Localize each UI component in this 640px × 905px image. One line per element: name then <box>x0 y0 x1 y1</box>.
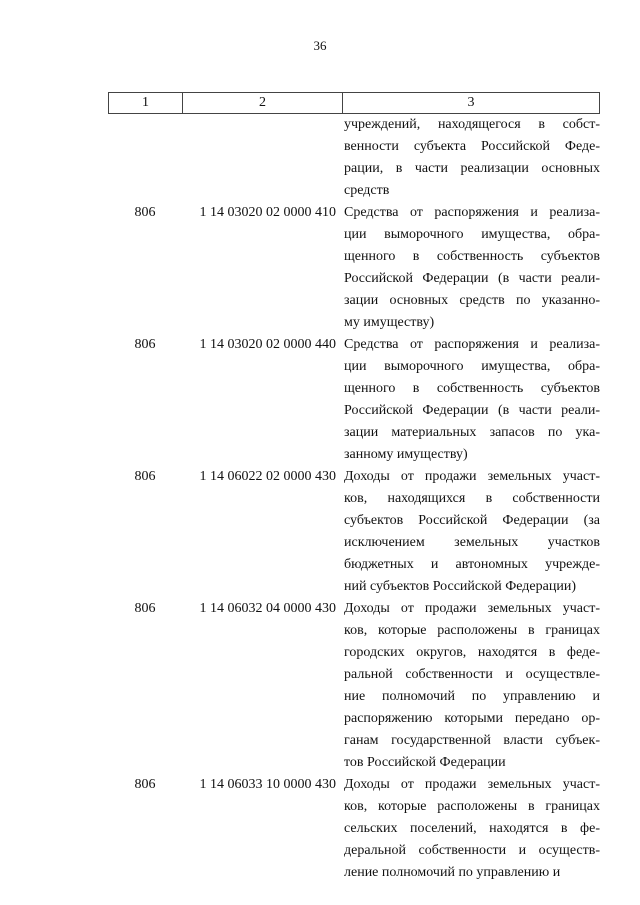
description-line: Средства от распоряжения и реализа- <box>344 337 600 352</box>
row-admin-code: 806 <box>134 205 156 220</box>
row-revenue-code <box>182 114 342 202</box>
row-revenue-code: 1 14 06033 10 0000 430 <box>199 777 336 792</box>
description-line: деральной собственности и осуществ- <box>344 843 600 858</box>
description-line: щенного в собственность субъектов <box>344 249 600 264</box>
row-description <box>342 334 600 466</box>
description-line: щенного в собственность субъектов <box>344 381 600 396</box>
description-line: бюджетных и автономных учрежде- <box>344 557 600 572</box>
row-revenue-code: 1 14 03020 02 0000 440 <box>199 337 336 352</box>
row-revenue-code: 1 14 06022 02 0000 430 <box>199 469 336 484</box>
row-description <box>342 114 600 202</box>
description-line: Российской Федерации (в части реали- <box>344 271 600 286</box>
table-row <box>108 202 600 334</box>
description-line: ние полномочий по управлению и <box>344 689 600 704</box>
description-line: ков, которые расположены в границах <box>344 799 600 814</box>
row-description <box>342 466 600 598</box>
description-line: зации материальных запасов по ука- <box>344 425 600 440</box>
page-number: 36 <box>313 38 327 53</box>
table-row <box>108 774 600 884</box>
header-col-2: 2 <box>183 93 343 113</box>
description-line: венности субъекта Российской Феде- <box>344 139 600 154</box>
description-line: Доходы от продажи земельных участ- <box>344 777 600 792</box>
description-line: учреждений, находящегося в собст- <box>344 117 600 132</box>
description-line: ганам государственной власти субъек- <box>344 733 600 748</box>
row-revenue-code: 1 14 03020 02 0000 410 <box>199 205 336 220</box>
row-revenue-code: 1 14 06032 04 0000 430 <box>199 601 336 616</box>
table-row <box>108 114 600 202</box>
description-line: ков, которые расположены в границах <box>344 623 600 638</box>
table-body <box>108 114 600 884</box>
description-line: ральной собственности и осуществле- <box>344 667 600 682</box>
description-line: ков, находящихся в собственности <box>344 491 600 506</box>
row-description <box>342 774 600 884</box>
row-admin-code: 806 <box>134 777 156 792</box>
table-row <box>108 334 600 466</box>
row-admin-code: 806 <box>134 337 156 352</box>
description-line: средств <box>344 183 390 198</box>
row-admin-code: 806 <box>134 469 156 484</box>
description-line: городских округов, находятся в феде- <box>344 645 600 660</box>
header-col-3: 3 <box>467 95 475 110</box>
description-line: Доходы от продажи земельных участ- <box>344 469 600 484</box>
description-line: Средства от распоряжения и реализа- <box>344 205 600 220</box>
row-description <box>342 598 600 774</box>
header-col-1: 1 <box>109 93 183 113</box>
description-line: ции выморочного имущества, обра- <box>344 359 600 374</box>
description-line: му имуществу) <box>344 315 435 330</box>
description-line: распоряжению которыми передано ор- <box>344 711 600 726</box>
description-line: ний субъектов Российской Федерации) <box>344 579 576 594</box>
description-line: занному имуществу) <box>344 447 468 462</box>
description-line: сельских поселений, находятся в фе- <box>344 821 600 836</box>
table-row <box>108 598 600 774</box>
description-line: рации, в части реализации основных <box>344 161 600 176</box>
row-description <box>342 202 600 334</box>
description-line: исключением земельных участков <box>344 535 600 550</box>
row-admin-code: 806 <box>134 601 156 616</box>
table-row <box>108 466 600 598</box>
table-header <box>108 92 600 114</box>
description-line: Доходы от продажи земельных участ- <box>344 601 600 616</box>
row-admin-code <box>108 114 182 202</box>
description-line: тов Российской Федерации <box>344 755 506 770</box>
description-line: ление полномочий по управлению и <box>344 865 561 880</box>
description-line: ции выморочного имущества, обра- <box>344 227 600 242</box>
description-line: зации основных средств по указанно- <box>344 293 600 308</box>
description-line: субъектов Российской Федерации (за <box>344 513 600 528</box>
description-line: Российской Федерации (в части реали- <box>344 403 600 418</box>
